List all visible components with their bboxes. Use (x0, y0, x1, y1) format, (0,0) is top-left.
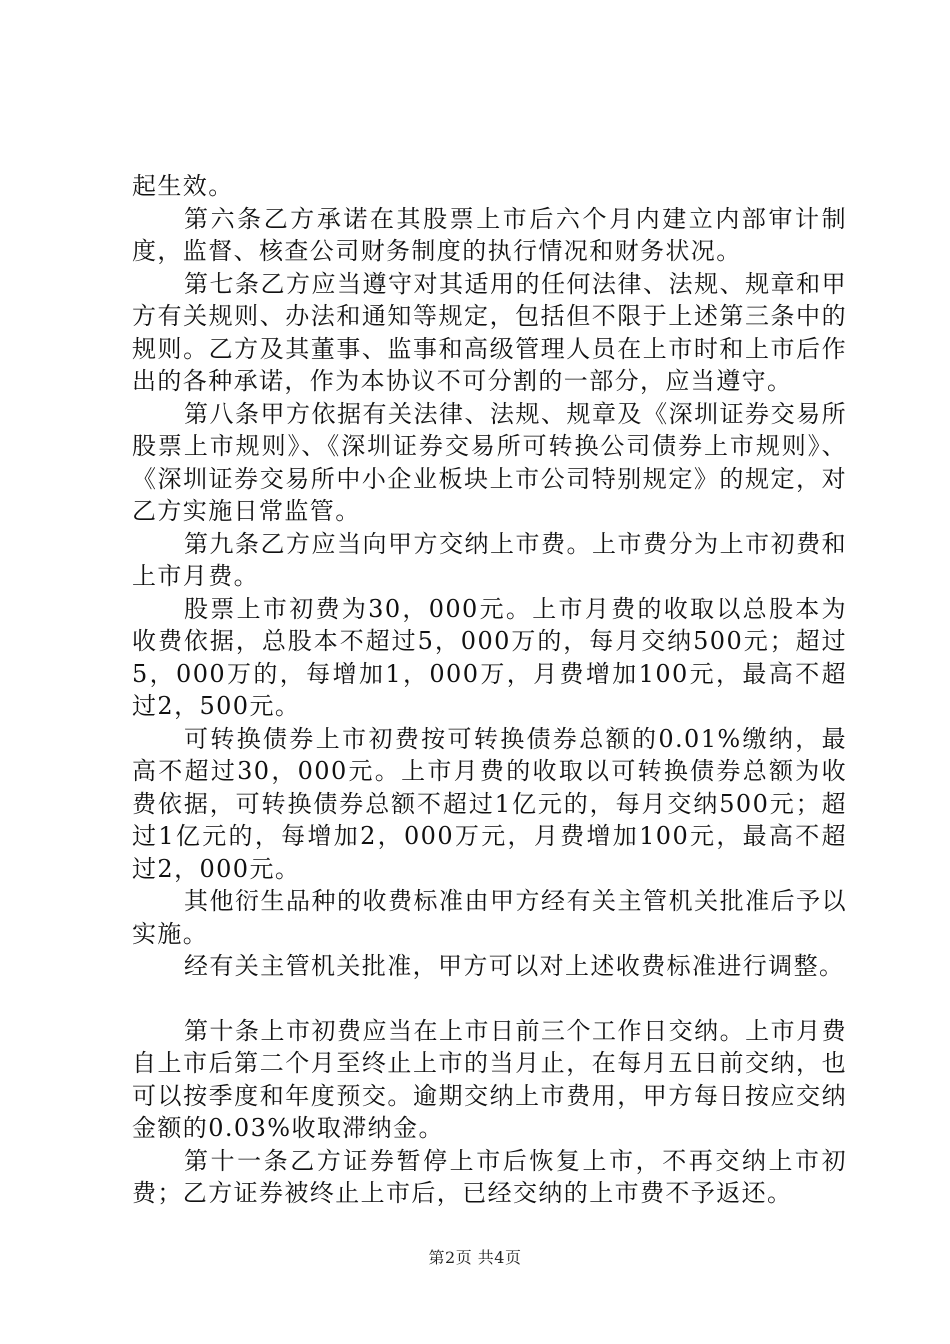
paragraph-article-8: 第八条甲方依据有关法律、法规、规章及《深圳证券交易所股票上市规则》、《深圳证券交易所可转换公司债券上市规则》、《深圳证券交易所中小企业板块上市公司特别规定》的规定，对乙方实施日常监管。 (132, 399, 847, 525)
paragraph-continuation: 起生效。 (132, 172, 234, 200)
paragraph-article-7: 第七条乙方应当遵守对其适用的任何法律、法规、规章和甲方有关规则、办法和通知等规定，包括但不限于上述第三条中的规则。乙方及其董事、监事和高级管理人员在上市时和上市后作出的各种承诺，作为本协议不可分割的一部分，应当遵守。 (132, 269, 847, 395)
paragraph-article-10: 第十条上市初费应当在上市日前三个工作日交纳。上市月费自上市后第二个月至终止上市的当月止，在每月五日前交纳，也可以按季度和年度预交。逾期交纳上市费用，甲方每日按应交纳金额的0.03%收取滞纳金。 (132, 1016, 847, 1142)
paragraph-article-11: 第十一条乙方证券暂停上市后恢复上市，不再交纳上市初费；乙方证券被终止上市后，已经交纳的上市费不予返还。 (132, 1146, 847, 1207)
paragraph-fee-adjustment: 经有关主管机关批准，甲方可以对上述收费标准进行调整。 (184, 952, 845, 980)
paragraph-stock-fees: 股票上市初费为30，000元。上市月费的收取以总股本为收费依据，总股本不超过5，000万的，每月交纳500元；超过5，000万的，每增加1，000万，月费增加100元，最高不超过2，500元。 (132, 594, 847, 720)
paragraph-derivative-fees: 其他衍生品种的收费标准由甲方经有关主管机关批准后予以实施。 (132, 887, 847, 948)
paragraph-gap (132, 983, 847, 1015)
page-number-footer: 第2页 共4页 (428, 1248, 522, 1267)
paragraph-article-6: 第六条乙方承诺在其股票上市后六个月内建立内部审计制度，监督、核查公司财务制度的执行情况和财务状况。 (132, 204, 847, 265)
paragraph-bond-fees: 可转换债券上市初费按可转换债券总额的0.01%缴纳，最高不超过30，000元。上市月费的收取以可转换债券总额为收费依据，可转换债券总额不超过1亿元的，每月交纳500元；超过1亿元的，每增加2，000万元，月费增加100元，最高不超过2，000元。 (132, 724, 847, 883)
document-body (132, 170, 847, 1210)
paragraph-article-9: 第九条乙方应当向甲方交纳上市费。上市费分为上市初费和上市月费。 (132, 529, 847, 590)
